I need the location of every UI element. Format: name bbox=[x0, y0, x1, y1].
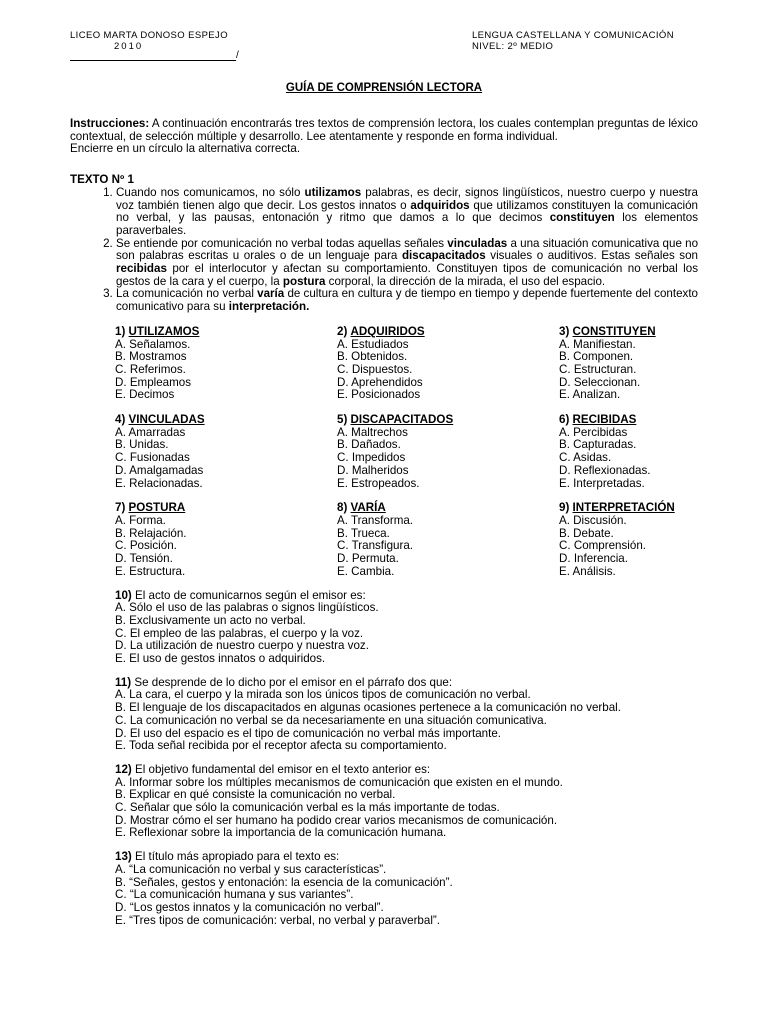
answer-option: D. Aprehendidos bbox=[337, 375, 423, 389]
vocab-question bbox=[559, 326, 709, 402]
answer-option: C. Señalar que sólo la comunicación verbal es la más importante de todas. bbox=[115, 801, 500, 815]
answer-option: B. El lenguaje de los discapacitados en algunas ocasiones pertenece a la comunicación no verbal. bbox=[115, 701, 621, 715]
paragraph-text: los elementos paraverbales. bbox=[116, 211, 698, 237]
vocab-options bbox=[559, 515, 709, 579]
vocab-question-header bbox=[337, 414, 559, 427]
answer-option: E. Interpretadas. bbox=[559, 476, 645, 490]
answer-option: C. Impedidos bbox=[337, 451, 406, 465]
question-number: 13) bbox=[115, 850, 132, 864]
paragraph-text: palabras, es decir, signos lingüísticos, nuestro cuerpo y nuestra voz también tienen algo que decir. Los gestos innatos o bbox=[116, 185, 698, 212]
answer-option: E. Reflexionar sobre la importancia de la comunicación humana. bbox=[115, 826, 447, 840]
question-text bbox=[115, 764, 698, 777]
multiple-choice-questions bbox=[70, 590, 698, 928]
answer-option: B. Trueca. bbox=[337, 526, 390, 540]
question-number: 5) bbox=[337, 413, 348, 427]
answer-option: E. Decimos bbox=[115, 388, 175, 402]
vocab-question-header bbox=[115, 414, 337, 427]
vocab-options bbox=[115, 339, 337, 403]
answer-option: B. Relajación. bbox=[115, 526, 187, 540]
question-prompt: El título más apropiado para el texto es: bbox=[131, 850, 340, 864]
answer-option: D. Malheridos bbox=[337, 463, 409, 477]
answer-option: D. La utilización de nuestro cuerpo y nuestra voz. bbox=[115, 639, 369, 653]
school-header bbox=[70, 30, 228, 52]
answer-option: B. Componen. bbox=[559, 350, 634, 364]
instructions-text: A continuación encontrarás tres textos de comprensión lectora, los cuales contemplan preguntas de léxico contextual, de selección múltiple y desarrollo. Lee atentamente y responde en forma individual. bbox=[70, 117, 698, 143]
name-line-slash: / bbox=[236, 50, 239, 61]
vocab-word: POSTURA bbox=[128, 501, 186, 515]
answer-option: A. Maltrechos bbox=[337, 425, 408, 439]
paragraph-text: a una situación comunicativa que no son palabras escritas u orales o de un lenguaje para bbox=[116, 236, 699, 263]
vocab-question-header bbox=[559, 326, 709, 339]
question-number: 2) bbox=[337, 324, 348, 338]
vocab-word: CONSTITUYEN bbox=[572, 324, 656, 338]
question-number: 9) bbox=[559, 501, 570, 515]
answer-option: D. “Los gestos innatos y la comunicación no verbal”. bbox=[115, 900, 384, 914]
question-text bbox=[115, 851, 698, 864]
answer-option: B. Explicar en qué consiste la comunicación no verbal. bbox=[115, 788, 396, 802]
school-year: 2010 bbox=[114, 41, 144, 52]
vocab-options bbox=[115, 427, 337, 491]
vocab-question bbox=[115, 414, 337, 490]
name-underline bbox=[70, 51, 236, 61]
keyword: recibidas bbox=[116, 262, 167, 276]
answer-option: A. Discusión. bbox=[559, 513, 627, 527]
paragraph-3 bbox=[116, 288, 698, 313]
vocab-word: INTERPRETACIÓN bbox=[572, 501, 675, 515]
vocab-options bbox=[337, 427, 559, 491]
paragraph-text: que utilizamos constituyen la comunicación no verbal, y las pausas, entonación y ritmo que damos a lo que decimos bbox=[116, 198, 698, 225]
answer-option: A. Percibidas bbox=[559, 425, 628, 439]
question-prompt: El acto de comunicarnos según el emisor es: bbox=[131, 588, 366, 602]
answer-option: D. Seleccionan. bbox=[559, 375, 641, 389]
vocab-question bbox=[559, 502, 709, 578]
answer-option: D. Mostrar cómo el ser humano ha podido crear varios mecanismos de comunicación. bbox=[115, 813, 558, 827]
answer-option: B. Capturadas. bbox=[559, 438, 637, 452]
question-prompt: El objetivo fundamental del emisor en el texto anterior es: bbox=[131, 762, 431, 776]
answer-option: D. Tensión. bbox=[115, 552, 173, 566]
student-name-line bbox=[70, 50, 239, 61]
paragraph-text: visuales o auditivos. Estas señales son bbox=[485, 249, 698, 263]
question-number: 6) bbox=[559, 413, 570, 427]
mc-question bbox=[115, 590, 698, 666]
worksheet-body bbox=[70, 118, 698, 927]
mc-question bbox=[115, 677, 698, 753]
keyword: varía bbox=[257, 287, 285, 301]
answer-option: E. Toda señal recibida por el receptor afecta su comportamiento. bbox=[115, 739, 447, 753]
question-number: 10) bbox=[115, 588, 132, 602]
vocabulary-questions bbox=[115, 326, 698, 579]
answer-option: D. Empleamos bbox=[115, 375, 192, 389]
answer-option: C. Fusionadas bbox=[115, 451, 190, 465]
answer-option: E. Análisis. bbox=[559, 564, 616, 578]
vocab-options bbox=[559, 339, 709, 403]
answer-option: D. Reflexionadas. bbox=[559, 463, 651, 477]
vocab-question-header bbox=[337, 326, 559, 339]
vocab-question-header bbox=[559, 414, 709, 427]
vocab-word: DISCAPACITADOS bbox=[350, 413, 454, 427]
answer-option: B. Mostramos bbox=[115, 350, 187, 364]
question-number: 1) bbox=[115, 324, 126, 338]
answer-option: E. Relacionadas. bbox=[115, 476, 203, 490]
answer-option: E. Estropeados. bbox=[337, 476, 420, 490]
page-title: GUÍA DE COMPRENSIÓN LECTORA bbox=[285, 82, 483, 94]
answer-option: B. Obtenidos. bbox=[337, 350, 408, 364]
paragraph-text: La comunicación no verbal bbox=[116, 287, 258, 301]
instructions-line2: Encierre en un círculo la alternativa correcta. bbox=[70, 142, 301, 156]
answer-option: C. Posición. bbox=[115, 539, 177, 553]
answer-option: D. Permuta. bbox=[337, 552, 399, 566]
answer-option: C. Transfigura. bbox=[337, 539, 414, 553]
question-number: 3) bbox=[559, 324, 570, 338]
instructions bbox=[70, 118, 698, 156]
answer-option: A. La cara, el cuerpo y la mirada son los únicos tipos de comunicación no verbal. bbox=[115, 688, 531, 702]
subject-name: LENGUA CASTELLANA Y COMUNICACIÓN bbox=[472, 30, 674, 41]
answer-option: A. Sólo el uso de las palabras o signos lingüísticos. bbox=[115, 601, 379, 615]
paragraph-text: Se entiende por comunicación no verbal todas aquellas señales bbox=[116, 236, 448, 250]
answer-option: E. Analizan. bbox=[559, 388, 621, 402]
keyword: discapacitados bbox=[401, 249, 486, 263]
mc-question bbox=[115, 851, 698, 927]
answer-option: C. “La comunicación humana y sus variantes”. bbox=[115, 888, 354, 902]
answer-option: A. Estudiados bbox=[337, 337, 409, 351]
answer-option: B. Dañados. bbox=[337, 438, 401, 452]
keyword: constituyen bbox=[549, 211, 615, 225]
answer-option: C. Asidas. bbox=[559, 451, 612, 465]
vocab-options bbox=[337, 515, 559, 579]
answer-option: A. Amarradas bbox=[115, 425, 186, 439]
answer-option: C. Estructuran. bbox=[559, 362, 637, 376]
question-number: 11) bbox=[115, 675, 132, 689]
answer-option: B. Unidas. bbox=[115, 438, 169, 452]
vocab-question bbox=[115, 502, 337, 578]
vocab-question bbox=[115, 326, 337, 402]
vocab-question bbox=[337, 326, 559, 402]
vocab-word: ADQUIRIDOS bbox=[350, 324, 425, 338]
vocab-question bbox=[337, 502, 559, 578]
question-number: 12) bbox=[115, 762, 132, 776]
answer-option: E. Posicionados bbox=[337, 388, 421, 402]
question-number: 4) bbox=[115, 413, 126, 427]
answer-option: D. Amalgamadas bbox=[115, 463, 204, 477]
vocab-question-header bbox=[115, 326, 337, 339]
vocab-options bbox=[337, 339, 559, 403]
answer-option: C. Comprensión. bbox=[559, 539, 646, 553]
paragraph-text: corporal, la dirección de la mirada, el uso del espacio. bbox=[325, 274, 606, 288]
vocab-options bbox=[559, 427, 709, 491]
instructions-label: Instrucciones: bbox=[70, 117, 150, 130]
answer-option: A. Señalamos. bbox=[115, 337, 191, 351]
reading-paragraphs bbox=[70, 187, 698, 314]
keyword: adquiridos bbox=[410, 198, 470, 212]
vocab-question bbox=[337, 414, 559, 490]
answer-option: C. Referimos. bbox=[115, 362, 186, 376]
vocab-word: VINCULADAS bbox=[128, 413, 205, 427]
keyword: utilizamos bbox=[304, 185, 362, 199]
vocab-options bbox=[115, 515, 337, 579]
keyword: interpretación. bbox=[228, 300, 310, 314]
answer-option: B. Debate. bbox=[559, 526, 614, 540]
vocab-word: RECIBIDAS bbox=[572, 413, 637, 427]
vocab-word: UTILIZAMOS bbox=[128, 324, 200, 338]
course-level: NIVEL: 2º MEDIO bbox=[472, 41, 554, 52]
answer-option: D. El uso del espacio es el tipo de comunicación no verbal más importante. bbox=[115, 726, 502, 740]
paragraph-text: de cultura en cultura y de tiempo en tiempo y depende fuertemente del contexto comunicativo para su bbox=[116, 287, 698, 314]
answer-option: B. “Señales, gestos y entonación: la esencia de la comunicación”. bbox=[115, 875, 453, 889]
answer-option: E. Estructura. bbox=[115, 564, 186, 578]
answer-option: D. Inferencia. bbox=[559, 552, 628, 566]
answer-option: E. “Tres tipos de comunicación: verbal, no verbal y paraverbal”. bbox=[115, 913, 440, 927]
vocab-word: VARÍA bbox=[350, 501, 386, 515]
texto-title: TEXTO Nº 1 bbox=[70, 173, 134, 187]
answer-option: E. El uso de gestos innatos o adquiridos. bbox=[115, 652, 326, 666]
mc-question bbox=[115, 764, 698, 840]
question-number: 8) bbox=[337, 501, 348, 515]
paragraph-1 bbox=[116, 187, 698, 238]
answer-option: E. Cambia. bbox=[337, 564, 395, 578]
question-number: 7) bbox=[115, 501, 126, 515]
school-name: LICEO MARTA DONOSO ESPEJO bbox=[70, 30, 228, 41]
answer-option: A. “La comunicación no verbal y sus características”. bbox=[115, 862, 387, 876]
paragraph-2 bbox=[116, 238, 698, 289]
answer-option: A. Informar sobre los múltiples mecanismos de comunicación que existen en el mundo. bbox=[115, 775, 563, 789]
answer-option: A. Manifiestan. bbox=[559, 337, 636, 351]
subject-header bbox=[472, 30, 674, 52]
vocab-question bbox=[559, 414, 709, 490]
answer-option: C. La comunicación no verbal se da necesariamente en una situación comunicativa. bbox=[115, 713, 547, 727]
paragraph-text: Cuando nos comunicamos, no sólo bbox=[116, 185, 305, 199]
answer-option: C. El empleo de las palabras, el cuerpo y la voz. bbox=[115, 626, 364, 640]
keyword: vinculadas bbox=[447, 236, 508, 250]
answer-option: A. Forma. bbox=[115, 513, 166, 527]
question-prompt: Se desprende de lo dicho por el emisor en el párrafo dos que: bbox=[131, 675, 453, 689]
answer-option: C. Dispuestos. bbox=[337, 362, 413, 376]
paragraph-text: por el interlocutor y afectan su comportamiento. Constituyen tipos de comunicación no verbal los gestos de la cara y el cuerpo, la bbox=[116, 262, 698, 288]
answer-option: A. Transforma. bbox=[337, 513, 414, 527]
answer-option: B. Exclusivamente un acto no verbal. bbox=[115, 613, 306, 627]
keyword: postura bbox=[282, 274, 326, 288]
